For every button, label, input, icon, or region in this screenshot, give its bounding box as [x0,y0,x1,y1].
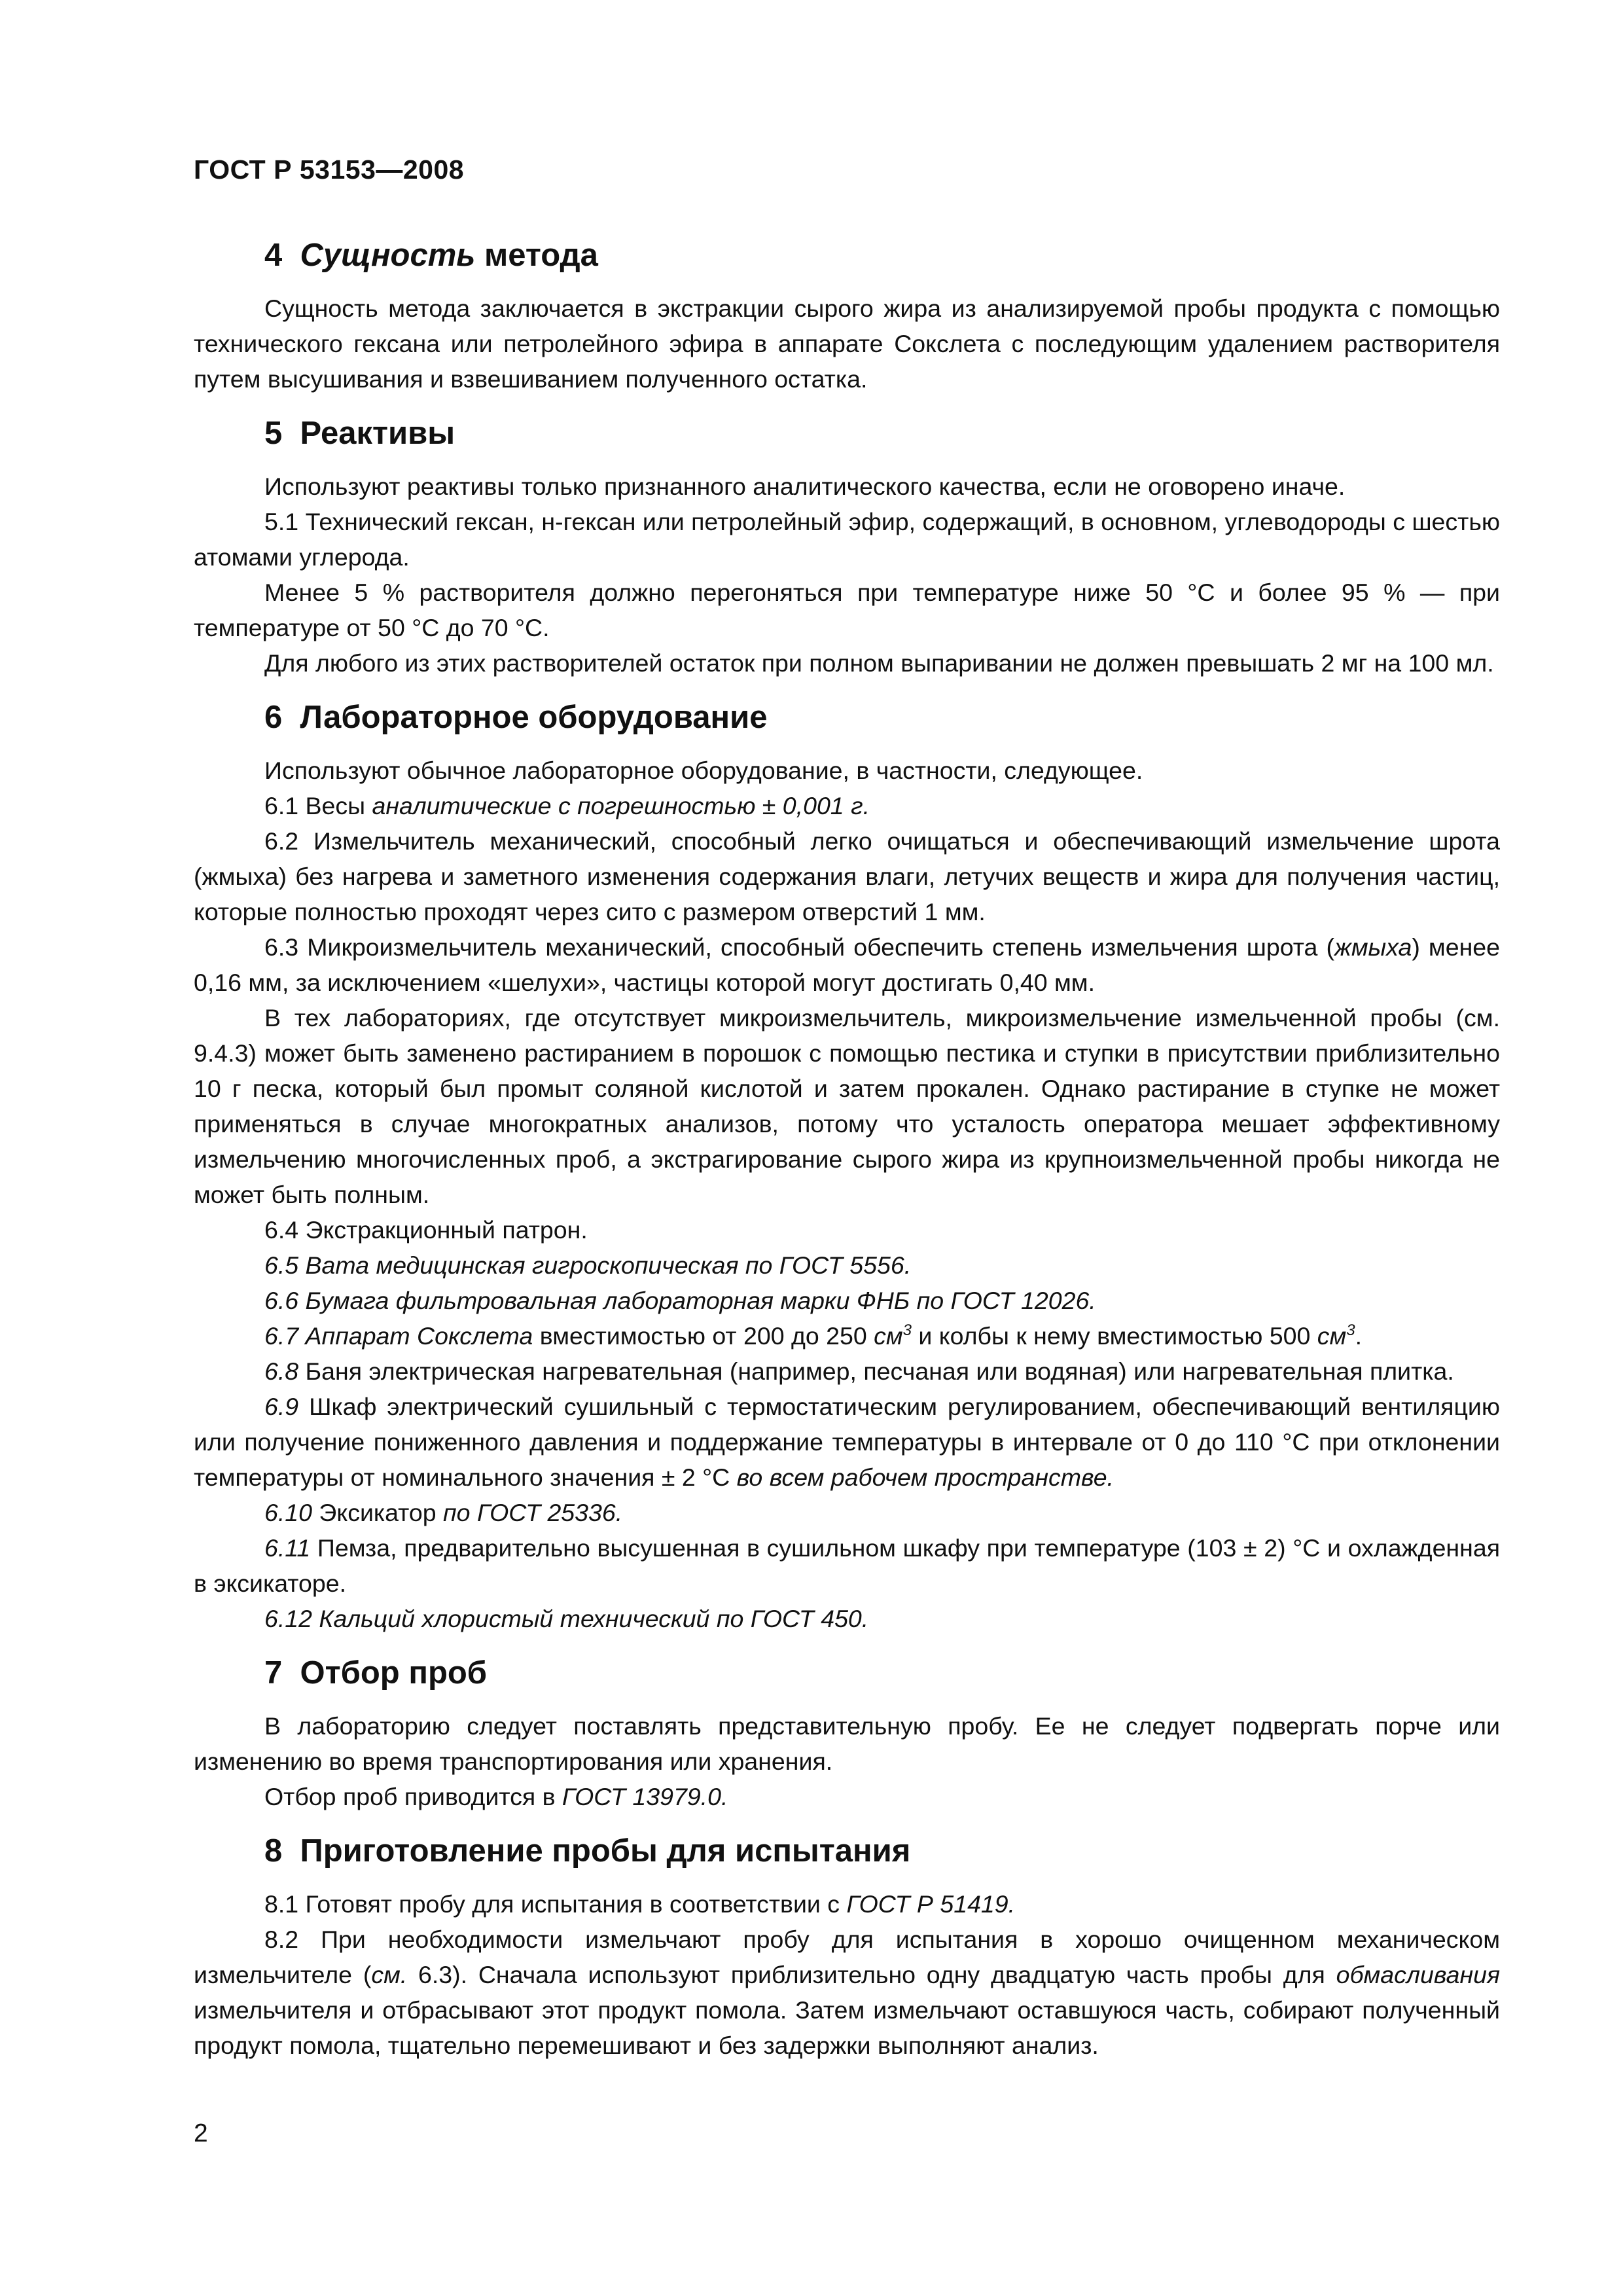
section-4-title-rest: метода [484,238,598,273]
item-8-1-standard-ref: ГОСТ Р 51419. [846,1890,1016,1918]
section-7-paragraph: В лабораторию следует поставлять представительную пробу. Ее не следует подвергать порче или изменению во время транспортирования или хранения. [194,1712,1500,1775]
section-8 [194,1831,1500,2063]
item-6-3-text: 6.3 Микроизмельчитель механический, способный обеспечить степень измельчения шрота ( [264,933,1335,961]
section-6 [194,698,1500,1636]
section-7-title: Отбор проб [300,1655,488,1691]
item-6-11-text: Пемза, предварительно высушенная в сушильном шкафу при температуре (103 ± 2) °С и охлажденная в эксикаторе. [194,1534,1500,1597]
section-5-paragraph: Используют реактивы только признанного аналитического качества, если не оговорено иначе. [264,473,1346,500]
item-6-9-italic: во всем рабочем пространстве. [736,1463,1114,1491]
item-6-7-italic: 6.7 Аппарат Сокслета [264,1322,533,1350]
item-6-7-text: вместимостью от 200 до 250 [533,1322,874,1350]
item-6-7-text-2: и колбы к нему вместимостью 500 [911,1322,1317,1350]
item-6-1-text: 6.1 Весы [264,792,372,819]
section-4-number: 4 [264,238,283,273]
section-8-paragraph [194,1922,1500,2063]
item-6-3-italic: жмыха [1334,933,1412,961]
item-8-2-text-3: измельчителя и отбрасывают этот продукт помола. Затем измельчают оставшуюся часть, собирают полученный продукт помола, тщательно перемешивают и без задержки выполняют анализ. [194,1996,1500,2059]
section-6-paragraph [194,1318,1500,1354]
section-6-paragraph: Используют обычное лабораторное оборудование, в частности, следующее. [264,757,1143,784]
section-4-paragraph: Сущность метода заключается в экстракции сырого жира из анализируемой пробы продукта с помощью технического гексана или петролейного эфира в аппарате Сокслета с последующим удалением растворителя путем высушивания и взвешиванием полученного остатка. [194,295,1500,393]
unit-cm: см [1317,1322,1347,1350]
section-6-title: Лабораторное оборудование [300,700,768,735]
section-7 [194,1653,1500,1814]
section-5-number: 5 [264,416,283,451]
section-5-paragraph: Для любого из этих растворителей остаток при полном выпаривании не должен превышать 2 мг на 100 мл. [264,649,1494,677]
item-6-8-number: 6.8 [264,1357,299,1385]
section-8-title: Приготовление пробы для испытания [300,1833,911,1869]
section-7-paragraph [194,1779,1500,1814]
item-6-10-italic: по ГОСТ 25336. [443,1499,623,1526]
section-6-paragraph [194,1389,1500,1495]
section-8-paragraph [194,1886,1500,1922]
item-6-9-text: Шкаф электрический сушильный с термостатическим регулированием, обеспечивающий вентиляцию или получение пониженного давления и поддержание температуры в интервале от 0 до 110 °С при отклонении температуры от номинального значения ± 2 °С [194,1393,1500,1491]
section-4-title-italic: Сущность [300,238,476,273]
unit-superscript: 3 [902,1321,912,1339]
section-6-paragraph: 6.12 Кальций хлористый технический по ГОСТ 450. [264,1605,869,1632]
section-6-paragraph [194,929,1500,1000]
unit-superscript: 3 [1346,1321,1355,1339]
section-6-paragraph: 6.6 Бумага фильтровальная лабораторная марки ФНБ по ГОСТ 12026. [264,1287,1096,1314]
sampling-standard-ref: ГОСТ 13979.0. [562,1783,728,1810]
section-6-paragraph [194,1354,1500,1389]
item-8-2-italic-term: обмасливания [1336,1961,1500,1988]
section-5 [194,414,1500,681]
item-6-10-text: Эксикатор [312,1499,444,1526]
section-5-heading [194,414,1500,453]
sampling-text: Отбор проб приводится в [264,1783,562,1810]
section-5-paragraph: 5.1 Технический гексан, н-гексан или петролейный эфир, содержащий, в основном, углеводороды с шестью атомами углерода. [194,508,1500,571]
section-7-heading [194,1653,1500,1693]
section-4-heading [194,236,1500,275]
item-6-11-number: 6.11 [264,1534,311,1562]
section-6-heading [194,698,1500,737]
item-8-2-see: см. [371,1961,408,1988]
section-6-paragraph: В тех лабораториях, где отсутствует микроизмельчитель, микроизмельчение измельченной пробы (см. 9.4.3) может быть заменено растиранием в порошок с помощью пестика и ступки в присутствии приблизительно 10 г песка, который был промыт соляной кислотой и затем прокален. Однако растирание в ступке не может применяться в случае многократных анализов, потому что усталость оператора мешает эффективному измельчению многочисленных проб, а экстрагирование сырого жира из крупноизмельченной пробы никогда не может быть полным. [194,1004,1500,1208]
section-6-paragraph: 6.4 Экстракционный патрон. [264,1216,588,1244]
unit-cm: см [874,1322,903,1350]
item-6-10-number: 6.10 [264,1499,312,1526]
item-8-2-text-2: 6.3). Сначала используют приблизительно одну двадцатую часть пробы для [407,1961,1336,1988]
section-5-title: Реактивы [300,416,455,451]
item-6-8-text: Баня электрическая нагревательная (например, песчаная или водяная) или нагревательная плитка. [298,1357,1454,1385]
item-6-9-number: 6.9 [264,1393,299,1420]
section-6-paragraph: 6.2 Измельчитель механический, способный легко очищаться и обеспечивающий измельчение шрота (жмыха) без нагрева и заметного изменения содержания влаги, летучих веществ и жира для получения частиц, которые полностью проходят через сито с размером отверстий 1 мм. [194,827,1500,925]
section-6-paragraph [194,1495,1500,1530]
item-6-7-end: . [1355,1322,1362,1350]
section-5-paragraph: Менее 5 % растворителя должно перегоняться при температуре ниже 50 °С и более 95 % — при температуре от 50 °С до 70 °С. [194,579,1500,641]
section-8-number: 8 [264,1833,283,1869]
item-8-2-text: 8.2 При необходимости измельчают пробу для испытания в хорошо очищенном механическом измельчителе ( [194,1926,1500,1988]
section-8-heading [194,1831,1500,1871]
item-6-3-text-end: ) менее 0,16 мм, за исключением «шелухи», частицы которой могут достигать 0,40 мм. [194,933,1500,996]
document-code-header: ГОСТ Р 53153—2008 [194,154,465,185]
section-4 [194,236,1500,397]
section-6-paragraph [194,1530,1500,1601]
item-8-1-text: 8.1 Готовят пробу для испытания в соответствии с [264,1890,847,1918]
section-6-paragraph: 6.5 Вата медицинская гигроскопическая по ГОСТ 5556. [264,1251,912,1279]
section-6-paragraph [194,788,1500,823]
section-7-number: 7 [264,1655,283,1691]
section-6-number: 6 [264,700,283,735]
document-body [194,236,1500,2080]
page-number: 2 [194,2119,208,2147]
item-6-1-italic: аналитические с погрешностью ± 0,001 г. [372,792,870,819]
